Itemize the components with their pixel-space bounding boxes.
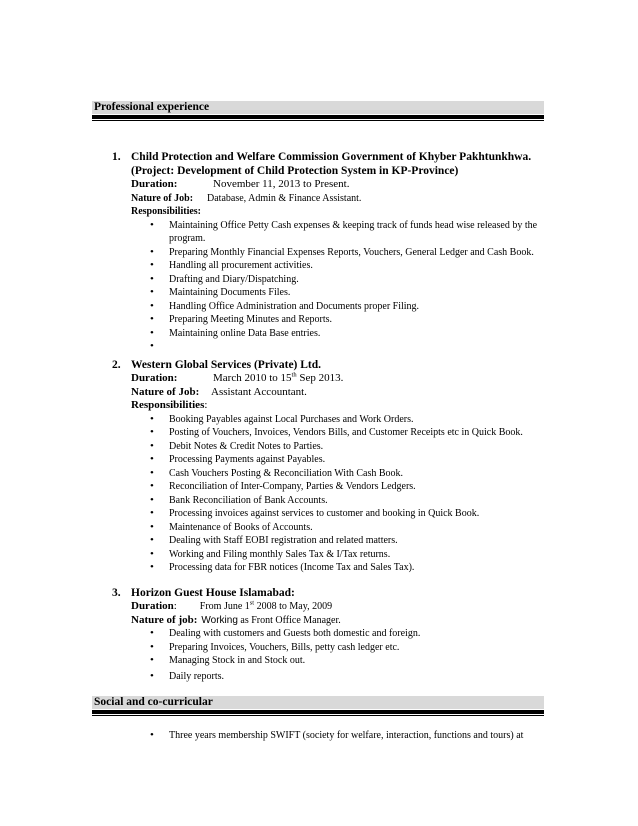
list-item: • Handling all procurement activities.: [150, 259, 552, 273]
section-rule-thin: [92, 120, 544, 121]
list-item: • Managing Stock in and Stock out.: [150, 654, 552, 668]
responsibility-list: [112, 219, 552, 354]
nature-label: Nature of Job:: [131, 192, 194, 204]
list-item: • Processing invoices against services to customer and booking in Quick Book.: [150, 507, 552, 521]
duration-colon: :: [173, 600, 177, 612]
section-title-social: Social and co-curricular: [92, 696, 544, 709]
list-item: • Handling Office Administration and Documents proper Filing.: [150, 300, 552, 314]
nature-value-sans: Working: [201, 614, 238, 626]
list-item: • Maintaining Office Petty Cash expenses & keeping track of funds head wise released by the program.: [150, 219, 552, 246]
social-list-item: • Three years membership SWIFT (society for welfare, interaction, functions and tours) at: [150, 729, 569, 743]
job-duration: [112, 372, 552, 386]
list-item: • Maintaining online Data Base entries.: [150, 327, 552, 341]
job-number: 1.: [112, 151, 121, 163]
list-item: • Processing Payments against Payables.: [150, 453, 552, 467]
nature-value: as Front Office Manager.: [237, 614, 341, 626]
list-item: • Dealing with Staff EOBI registration and related matters.: [150, 534, 552, 548]
list-item: • Cash Vouchers Posting & Reconciliation With Cash Book.: [150, 467, 552, 481]
list-item: • Working and Filing monthly Sales Tax & I/Tax returns.: [150, 548, 552, 562]
list-item: • Drafting and Diary/Dispatching.: [150, 273, 552, 287]
nature-value: Assistant Accountant.: [211, 385, 307, 398]
job-title: [112, 358, 552, 372]
list-item: • Daily reports.: [150, 670, 552, 684]
duration-sup: st: [249, 599, 255, 607]
job-project: (Project: Development of Child Protection System in KP-Province): [131, 165, 459, 177]
job-responsibilities-label: [112, 205, 552, 219]
list-item: • Dealing with customers and Guests both domestic and foreign.: [150, 627, 552, 641]
list-item: • Preparing Meeting Minutes and Reports.: [150, 313, 552, 327]
nature-label: Nature of job:: [131, 613, 198, 626]
nature-label: Nature of Job:: [131, 385, 200, 398]
list-item: • Processing data for FBR notices (Income Tax and Sales Tax).: [150, 561, 552, 575]
list-item: • Preparing Monthly Financial Expenses Reports, Vouchers, General Ledger and Cash Book.: [150, 246, 552, 260]
section-rule-thick: [92, 710, 544, 714]
job-2: [112, 358, 552, 575]
job-duration: [112, 178, 552, 192]
list-item: • Reconciliation of Inter-Company, Parties & Vendors Ledgers.: [150, 480, 552, 494]
list-item: • Maintaining Documents Files.: [150, 286, 552, 300]
responsibility-list: [112, 413, 552, 575]
duration-value-end: Sep 2013.: [296, 372, 344, 384]
section-rule-thick: [92, 115, 544, 119]
duration-value: March 2010 to 15: [213, 372, 292, 384]
job-responsibilities-label: [112, 399, 552, 413]
job-1: [112, 150, 552, 354]
duration-value: From June 1: [199, 601, 250, 612]
duration-value-end: 2008 to May, 2009: [254, 601, 333, 612]
duration-value: November 11, 2013 to Present.: [213, 178, 350, 190]
job-nature: [112, 614, 552, 628]
duration-label: Duration:: [131, 178, 178, 190]
duration-label: Duration: [131, 600, 174, 612]
section-rule-thin: [92, 715, 544, 716]
resp-label: Responsibilities:: [131, 206, 202, 217]
job-number: 3.: [112, 587, 121, 599]
list-item: • Bank Reconciliation of Bank Accounts.: [150, 494, 552, 508]
job-title: [112, 150, 552, 178]
duration-label: Duration:: [131, 372, 178, 384]
job-nature: [112, 386, 552, 400]
list-item: • Debit Notes & Credit Notes to Parties.: [150, 440, 552, 454]
list-item: • Booking Payables against Local Purchases and Work Orders.: [150, 413, 552, 427]
job-title: [112, 586, 552, 600]
responsibility-list: [112, 627, 552, 683]
job-nature: [112, 192, 552, 206]
job-employer: Western Global Services (Private) Ltd.: [131, 359, 322, 371]
resp-label: Responsibilities: [131, 399, 205, 411]
resp-colon: :: [204, 399, 208, 411]
job-duration: [112, 600, 552, 614]
list-item: • Posting of Vouchers, Invoices, Vendors Bills, and Customer Receipts etc in Quick Book.: [150, 426, 552, 440]
list-item: • Maintenance of Books of Accounts.: [150, 521, 552, 535]
duration-sup: th: [291, 371, 297, 379]
job-3: [112, 586, 552, 683]
job-employer: Child Protection and Welfare Commission Government of Khyber Pakhtunkhwa.: [131, 151, 532, 163]
section-title-experience: Professional experience: [92, 101, 544, 114]
job-number: 2.: [112, 359, 121, 371]
nature-value: Database, Admin & Finance Assistant.: [207, 192, 362, 204]
list-item: • Preparing Invoices, Vouchers, Bills, petty cash ledger etc.: [150, 641, 552, 655]
job-employer: Horizon Guest House Islamabad:: [131, 587, 295, 599]
list-item-empty: [150, 340, 552, 354]
